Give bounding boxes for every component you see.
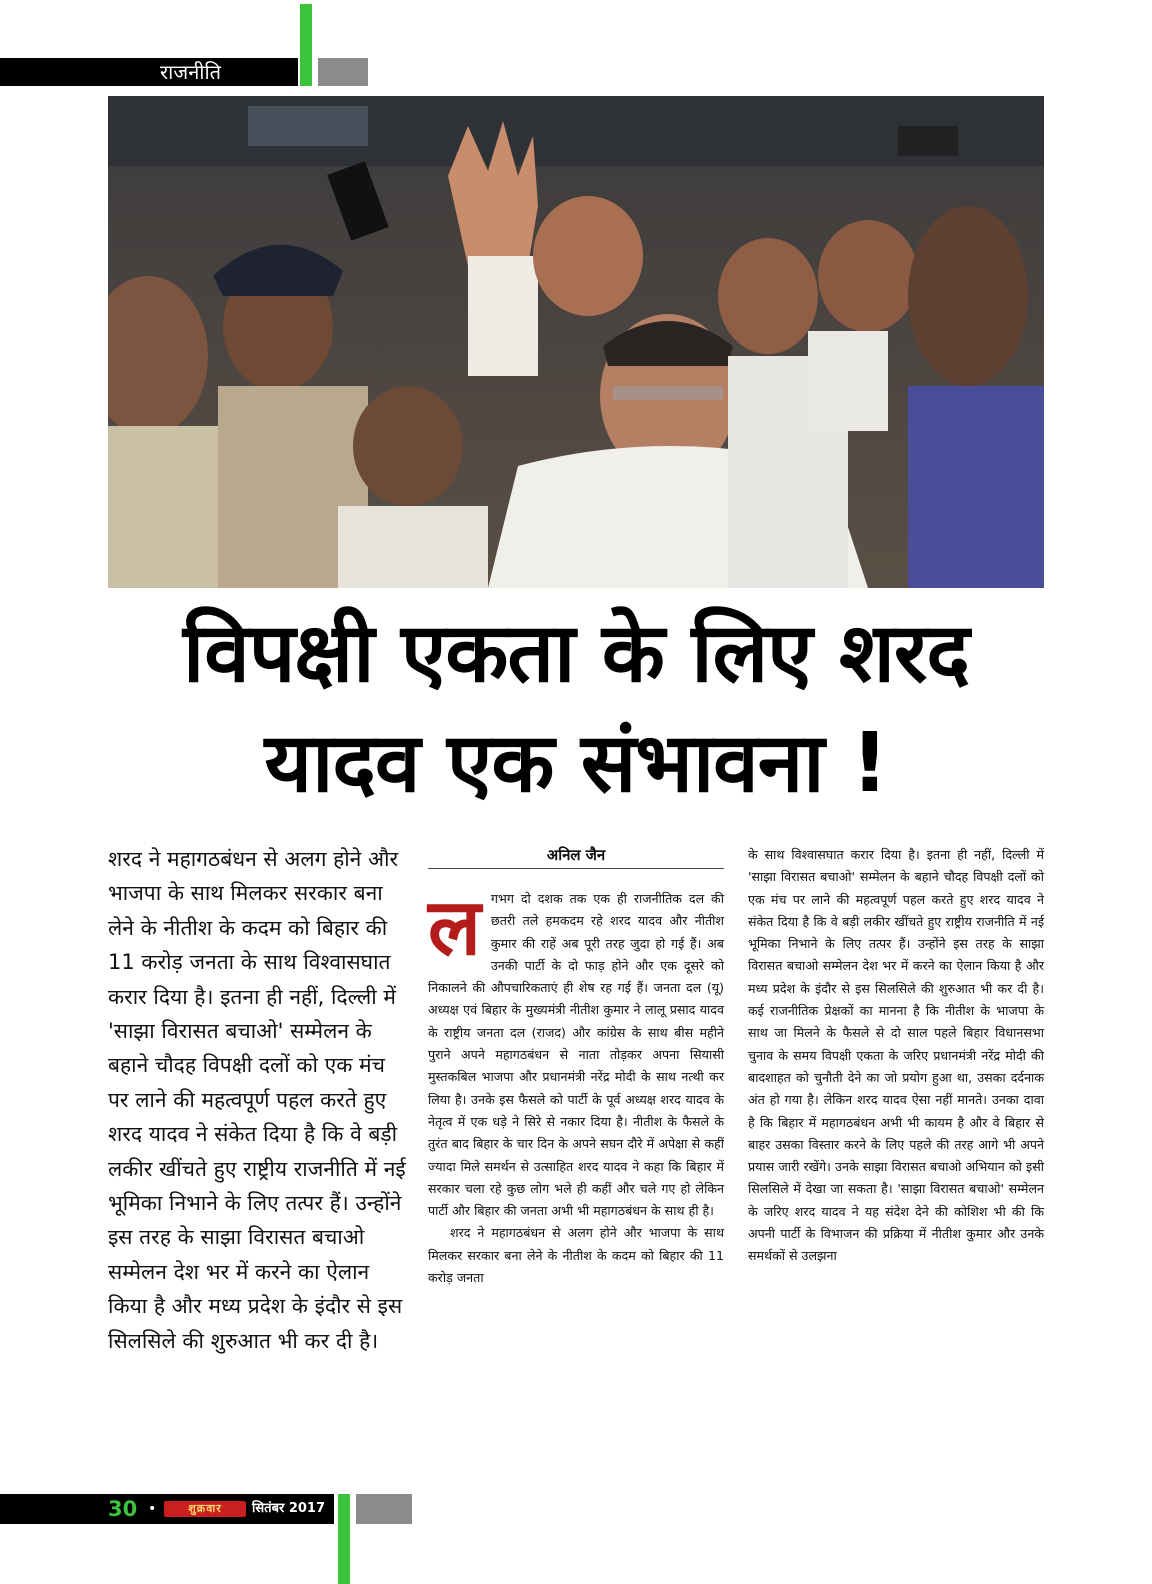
crowd-photo-illustration bbox=[108, 96, 1044, 588]
article-paragraph-2: शरद ने महागठबंधन से अलग होने और भाजपा के साथ मिलकर सरकार बना लेने के नीतीश के कदम को बिहार की 11 करोड़ जनता bbox=[428, 1225, 724, 1286]
issue-date: सितंबर 2017 bbox=[252, 1501, 326, 1516]
article-column-middle bbox=[428, 882, 724, 1289]
crowd-photo bbox=[108, 96, 1044, 588]
intro-pullquote: शरद ने महागठबंधन से अलग होने और भाजपा के साथ मिलकर सरकार बना लेने के नीतीश के कदम को बिहार की 11 करोड़ जनता के साथ विश्वासघात करार दिया है। इतना ही नहीं, दिल्ली में 'साझा विरासत बचाओ' सम्मेलन के बहाने चौदह विपक्षी दलों को एक मंच पर लाने की महत्वपूर्ण पहल करते हुए शरद यादव ने संकेत दिया है कि वे बड़ी लकीर खींचते हुए राष्ट्रीय राजनीति में नई भूमिका निभाने के लिए तत्पर हैं। उन्होंने इस तरह के साझा विरासत बचाओ सम्मेलन देश भर में करने का ऐलान किया है और मध्य प्रदेश के इंदौर से इस सिलसिले की शुरुआत भी कर दी है। bbox=[108, 847, 406, 1353]
footer-separator: • bbox=[148, 1501, 157, 1517]
paragraph-1-text: गभग दो दशक तक एक ही राजनीतिक दल की छतरी तले हमकदम रहे शरद यादव और नीतीश कुमार की राहें अब पूरी तरह जुदा हो गई हैं। अब उनकी पार्टी के दो फाड़ होने और एक दूसरे को निकालने की औपचारिकताएं ही शेष रह गई हैं। जनता दल (यू) अध्यक्ष एवं बिहार के मुख्यमंत्री नीतीश कुमार ने लालू प्रसाद यादव के राष्ट्रीय जनता दल (राजद) और कांग्रेस के साथ बीस महीने पुराने अपने महागठबंधन से नाता तोड़कर अपना सियासी मुस्तकबिल भाजपा और प्रधानमंत्री नरेंद्र मोदी के साथ नत्थी कर लिया है। उनके इस फैसले को पार्टी के पूर्व अध्यक्ष शरद यादव के नेतृत्व में एक धड़े ने सिरे से नकार दिया है। नीतीश के फैसले के तुरंत बाद बिहार के चार दिन के अपने सघन दौरे में अपेक्षा से कहीं ज्यादा मिले समर्थन से उत्साहित शरद यादव ने कहा कि बिहार में सरकार चला रहे कुछ लोग भले ही कहीं और चले गए हो लेकिन पार्टी और बिहार की जनता अभी भी महागठबंधन के साथ ही है। bbox=[428, 891, 724, 1219]
author-byline: अनिल जैन bbox=[546, 846, 606, 864]
footer-accent-bar bbox=[338, 1494, 350, 1584]
page-number: 30 bbox=[108, 1497, 138, 1521]
magazine-logo-text: शुक्रवार bbox=[188, 1502, 222, 1515]
drop-cap: ल bbox=[428, 882, 481, 973]
footer-gray-block bbox=[356, 1494, 412, 1524]
headline-line-2: यादव एक संभावना ! bbox=[264, 716, 888, 811]
section-bar bbox=[0, 58, 298, 86]
headline-line-1: विपक्षी एकता के लिए शरद bbox=[183, 606, 969, 701]
article-paragraph-1 bbox=[428, 882, 724, 1222]
section-gray-block bbox=[318, 58, 368, 86]
magazine-logo bbox=[164, 1501, 246, 1517]
section-accent-bar bbox=[300, 4, 312, 86]
section-label: राजनीति bbox=[160, 60, 222, 84]
byline-divider bbox=[428, 868, 724, 869]
article-column-right: के साथ विश्वासघात करार दिया है। इतना ही नहीं, दिल्ली में 'साझा विरासत बचाओ' सम्मेलन के बहाने चौदह विपक्षी दलों को एक मंच पर लाने की महत्वपूर्ण पहल करते हुए शरद यादव ने संकेत दिया है कि वे बड़ी लकीर खींचते हुए राष्ट्रीय राजनीति में नई भूमिका निभाने के लिए तत्पर हैं। उन्होंने इस तरह के साझा विरासत बचाओ सम्मेलन देश भर में करने का ऐलान किया है और मध्य प्रदेश के इंदौर से इस सिलसिले की शुरुआत भी कर दी है। कई राजनीतिक प्रेक्षकों का मानना है कि नीतीश के भाजपा के साथ जा मिलने के फैसले से दो साल पहले बिहार विधानसभा चुनाव के समय विपक्षी एकता के जरिए प्रधानमंत्री नरेंद्र मोदी की बादशाहत को चुनौती देने का जो प्रयोग हुआ था, उसका दर्दनाक अंत हो गया है। लेकिन शरद यादव ऐसा नहीं मानते। उनका दावा है कि बिहार में महागठबंधन अभी भी कायम है और वे बिहार से बाहर उसका विस्तार करने के लिए पहले की तरह आगे भी अपने प्रयास जारी रखेंगे। उनके साझा विरासत बचाओ अभियान को इसी सिलसिले में देखा जा सकता है। 'साझा विरासत बचाओ' सम्मेलन के जरिए शरद यादव ने यह संदेश देने की कोशिश भी की कि अपनी पार्टी के विभाजन की प्रक्रिया में नीतीश कुमार और उनके समर्थकों से उलझना bbox=[748, 847, 1044, 1264]
